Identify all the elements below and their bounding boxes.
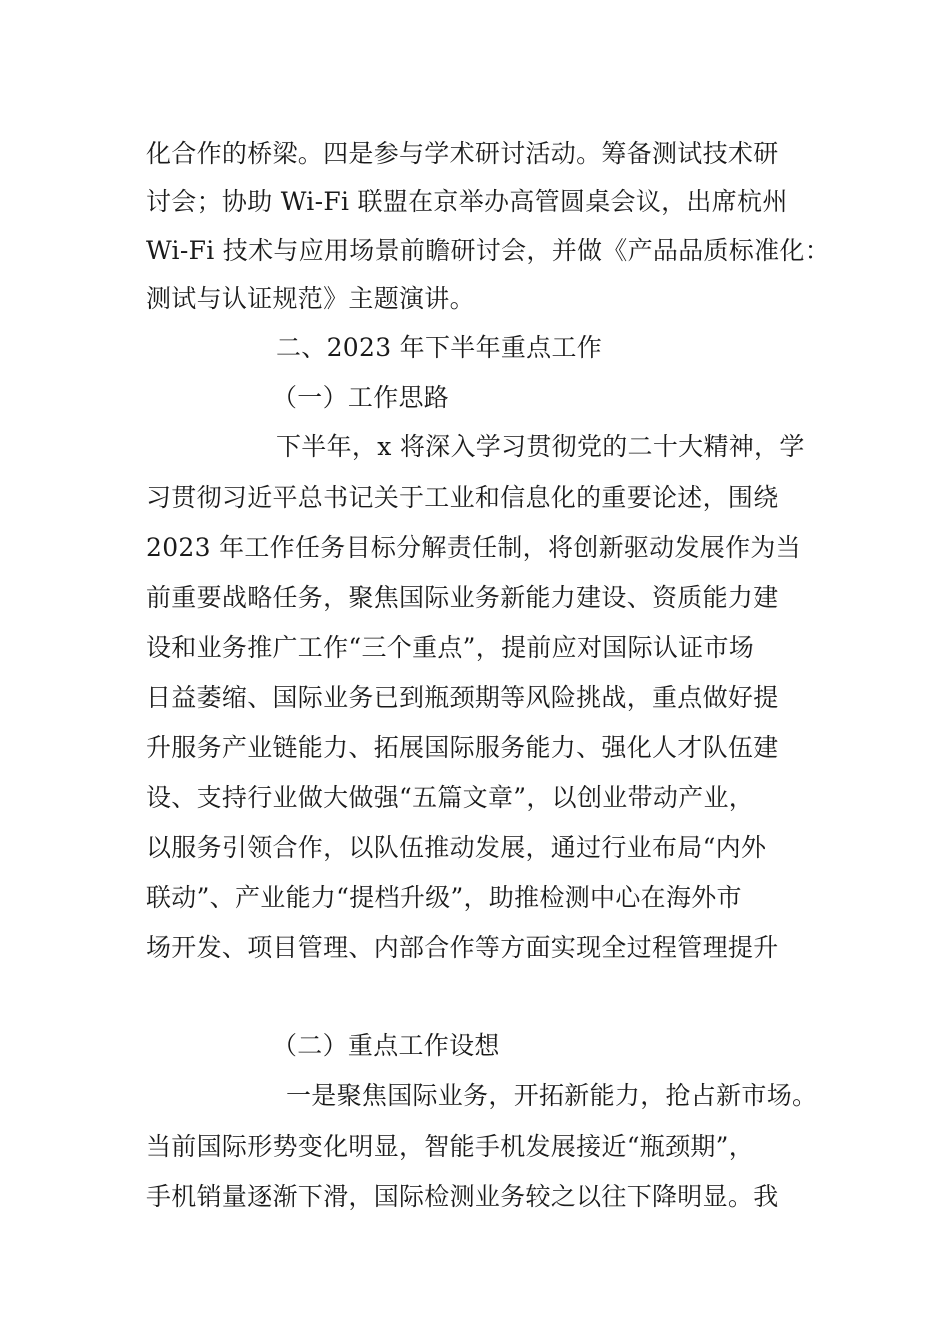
- body-line: 下半年，x 将深入学习贯彻党的二十大精神，学: [276, 432, 805, 461]
- body-line: 以服务引领合作，以队伍推动发展，通过行业布局“内外: [146, 833, 767, 862]
- intro-line: 讨会；协助 Wi-Fi 联盟在京举办高管圆桌会议，出席杭州: [146, 187, 788, 216]
- body-line: 联动”、产业能力“提档升级”，助推检测中心在海外市: [146, 883, 742, 912]
- body-line: 当前国际形势变化明显，智能手机发展接近“瓶颈期”，: [146, 1132, 755, 1161]
- intro-line: 测试与认证规范》主题演讲。: [146, 284, 475, 313]
- body-line: 习贯彻习近平总书记关于工业和信息化的重要论述，围绕: [146, 483, 779, 512]
- body-line: 设和业务推广工作“三个重点”，提前应对国际认证市场: [146, 633, 755, 662]
- intro-line: Wi-Fi 技术与应用场景前瞻研讨会，并做《产品品质标准化：: [146, 236, 830, 265]
- body-line: 设、支持行业做大做强“五篇文章”，以创业带动产业，: [146, 783, 755, 812]
- body-line: 2023 年工作任务目标分解责任制，将创新驱动发展作为当: [146, 533, 801, 562]
- body-line: 一是聚焦国际业务，开拓新能力，抢占新市场。: [286, 1081, 818, 1110]
- body-line: 手机销量逐渐下滑，国际检测业务较之以往下降明显。我: [146, 1182, 779, 1211]
- subsection-heading: （一）工作思路: [272, 383, 450, 412]
- intro-line: 化合作的桥梁。四是参与学术研讨活动。筹备测试技术研: [146, 139, 779, 168]
- body-line: 前重要战略任务，聚焦国际业务新能力建设、资质能力建: [146, 583, 779, 612]
- body-line: 场开发、项目管理、内部合作等方面实现全过程管理提升: [146, 933, 779, 962]
- body-line: 日益萎缩、国际业务已到瓶颈期等风险挑战，重点做好提: [146, 683, 779, 712]
- section-heading: 二、2023 年下半年重点工作: [276, 333, 603, 362]
- body-line: 升服务产业链能力、拓展国际服务能力、强化人才队伍建: [146, 733, 779, 762]
- subsection-heading: （二）重点工作设想: [272, 1031, 500, 1060]
